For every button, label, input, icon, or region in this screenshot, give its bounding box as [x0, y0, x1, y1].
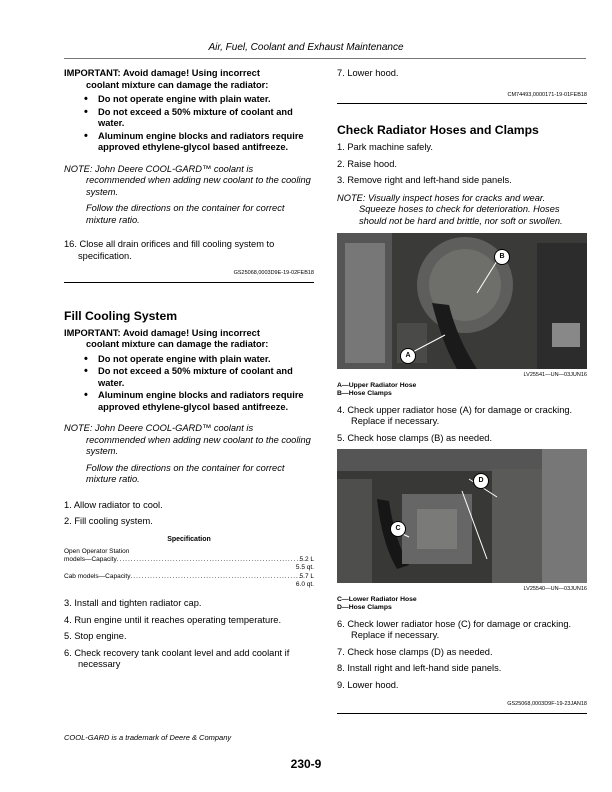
- step-16: 16. Close all drain orifices and fill cooling system to specification.: [64, 239, 275, 261]
- note-coolgard-1: [64, 164, 314, 227]
- step-item: 9. Lower hood.: [337, 679, 399, 690]
- spec-label: Cab models—Capacity: [64, 573, 131, 580]
- note-first-line: NOTE: John Deere COOL-GARD™ coolant is: [64, 163, 254, 174]
- step-item: 7. Check hose clamps (D) as needed.: [337, 646, 493, 657]
- step-item: 8. Install right and left-hand side panels.: [337, 663, 502, 673]
- trademark-footnote: COOL-GARD is a trademark of Deere & Company: [64, 733, 232, 742]
- spec-group: [64, 548, 314, 556]
- fill-steps-a: [64, 500, 314, 528]
- important-notice-2: [64, 328, 314, 351]
- important-line-1: IMPORTANT: Avoid damage! Using incorrect: [64, 68, 260, 78]
- note-paragraph-2: Follow the directions on the container for correct mixture ratio.: [86, 203, 285, 225]
- important-line-1: IMPORTANT: Avoid damage! Using incorrect: [64, 327, 260, 338]
- caption-line: A—Upper Radiator Hose: [337, 381, 417, 389]
- engine-photo-illustration: [337, 449, 587, 583]
- upper-radiator-hose-photo: [337, 233, 587, 369]
- page-number: 230-9: [290, 757, 322, 771]
- step-item: 3. Remove right and left-hand side panels.: [337, 175, 512, 185]
- spec-label: models—Capacity: [64, 556, 117, 563]
- important-line-2: coolant mixture can damage the radiator:: [86, 79, 269, 90]
- right-column: [337, 68, 587, 714]
- step-item: 6. Check lower radiator hose (C) for damage or cracking. Replace if necessary.: [337, 618, 572, 640]
- bullet-item: • Do not operate engine with plain water.: [84, 94, 314, 106]
- spec-value-alt: 5.5 qt.: [295, 564, 314, 571]
- section-title-fill-cooling-system: Fill Cooling System: [64, 308, 178, 323]
- step-item: 1. Park machine safely.: [337, 142, 433, 152]
- reference-code: CM74493,0000171-19-01FEB18: [337, 90, 587, 105]
- note-first-line: NOTE: Visually inspect hoses for cracks and wear.: [337, 192, 546, 203]
- header-rule: [64, 58, 586, 59]
- spec-title: Specification: [167, 535, 211, 543]
- step-7-lower-hood: 7. Lower hood.: [337, 68, 399, 78]
- caption-line: C—Lower Radiator Hose: [337, 595, 417, 603]
- note-continuation: recommended when adding new coolant to the cooling system.: [86, 175, 311, 197]
- lower-radiator-hose-photo: [337, 449, 587, 583]
- spec-value-alt: 6.0 qt.: [295, 581, 314, 588]
- callout-a: A: [400, 348, 416, 364]
- spec-value: 5.7 L: [299, 573, 314, 580]
- important-notice-1: [64, 68, 314, 91]
- page-header: Air, Fuel, Coolant and Exhaust Maintenance: [208, 42, 404, 53]
- bullet-item: • Do not exceed a 50% mixture of coolant and water.: [84, 366, 314, 389]
- spec-value: 5.2 L: [299, 556, 314, 563]
- caption-upper: [337, 382, 587, 398]
- step-item: 5. Check hose clamps (B) as needed.: [337, 432, 493, 443]
- step-item: 4. Check upper radiator hose (A) for damage or cracking. Replace if necessary.: [337, 404, 573, 426]
- spec-group-label: Open Operator Station: [64, 548, 130, 555]
- reference-code: GS25068,0003D9E-19-02FEB18: [64, 268, 314, 283]
- caption-line: D—Hose Clamps: [337, 603, 392, 611]
- step-item: 2. Fill cooling system.: [64, 516, 153, 526]
- step-item: 3. Install and tighten radiator cap.: [64, 598, 202, 608]
- check-steps-b: [337, 405, 587, 445]
- note-continuation: Squeeze hoses to check for deterioration. Hoses should not be hard and brittle, nor soft or swollen.: [359, 204, 563, 226]
- callout-b: B: [494, 249, 510, 265]
- photo-id: LV25541—UN—03JUN16: [523, 372, 587, 378]
- bullet-item: • Aluminum engine blocks and radiators require approved ethylene-glycol based antifreeze.: [84, 390, 314, 413]
- left-column: [64, 68, 314, 676]
- spec-row-cab: [64, 573, 314, 581]
- bullet-item: • Do not operate engine with plain water.: [84, 354, 314, 366]
- step-item: 1. Allow radiator to cool.: [64, 499, 163, 510]
- spec-row-open-station: [64, 556, 314, 564]
- fill-steps-b: [64, 598, 314, 671]
- note-inspect-hoses: [337, 193, 587, 228]
- check-steps-a: [337, 142, 587, 187]
- important-line-2: coolant mixture can damage the radiator:: [86, 339, 269, 349]
- leader-dots: [130, 573, 299, 581]
- photo-id: LV25540—UN—03JUN16: [523, 586, 587, 592]
- reference-code: GS25068,0003D9F-19-23JAN18: [337, 699, 587, 714]
- engine-photo-illustration: [337, 233, 587, 369]
- caption-line: B—Hose Clamps: [337, 389, 392, 397]
- note-continuation: recommended when adding new coolant to the cooling system.: [86, 434, 311, 456]
- leader-dots: [117, 556, 300, 564]
- important-bullets-1: [64, 94, 314, 154]
- bullet-item: • Do not exceed a 50% mixture of coolant and water.: [84, 107, 314, 130]
- step-item: 5. Stop engine.: [64, 631, 127, 641]
- caption-lower: [337, 596, 587, 612]
- step-item: 2. Raise hood.: [337, 158, 397, 169]
- note-coolgard-2: [64, 423, 314, 486]
- step-item: 4. Run engine until it reaches operating temperature.: [64, 614, 282, 625]
- important-bullets-2: [64, 354, 314, 414]
- check-steps-c: [337, 619, 587, 692]
- note-first-line: NOTE: John Deere COOL-GARD™ coolant is: [64, 423, 254, 433]
- callout-c: C: [390, 521, 406, 537]
- bullet-item: • Aluminum engine blocks and radiators require approved ethylene-glycol based antifreeze.: [84, 131, 314, 154]
- note-paragraph-2: Follow the directions on the container for correct mixture ratio.: [86, 462, 285, 484]
- step-item: 6. Check recovery tank coolant level and add coolant if necessary: [64, 647, 290, 669]
- section-title-check-radiator-hoses: Check Radiator Hoses and Clamps: [337, 123, 539, 137]
- callout-d: D: [473, 473, 489, 489]
